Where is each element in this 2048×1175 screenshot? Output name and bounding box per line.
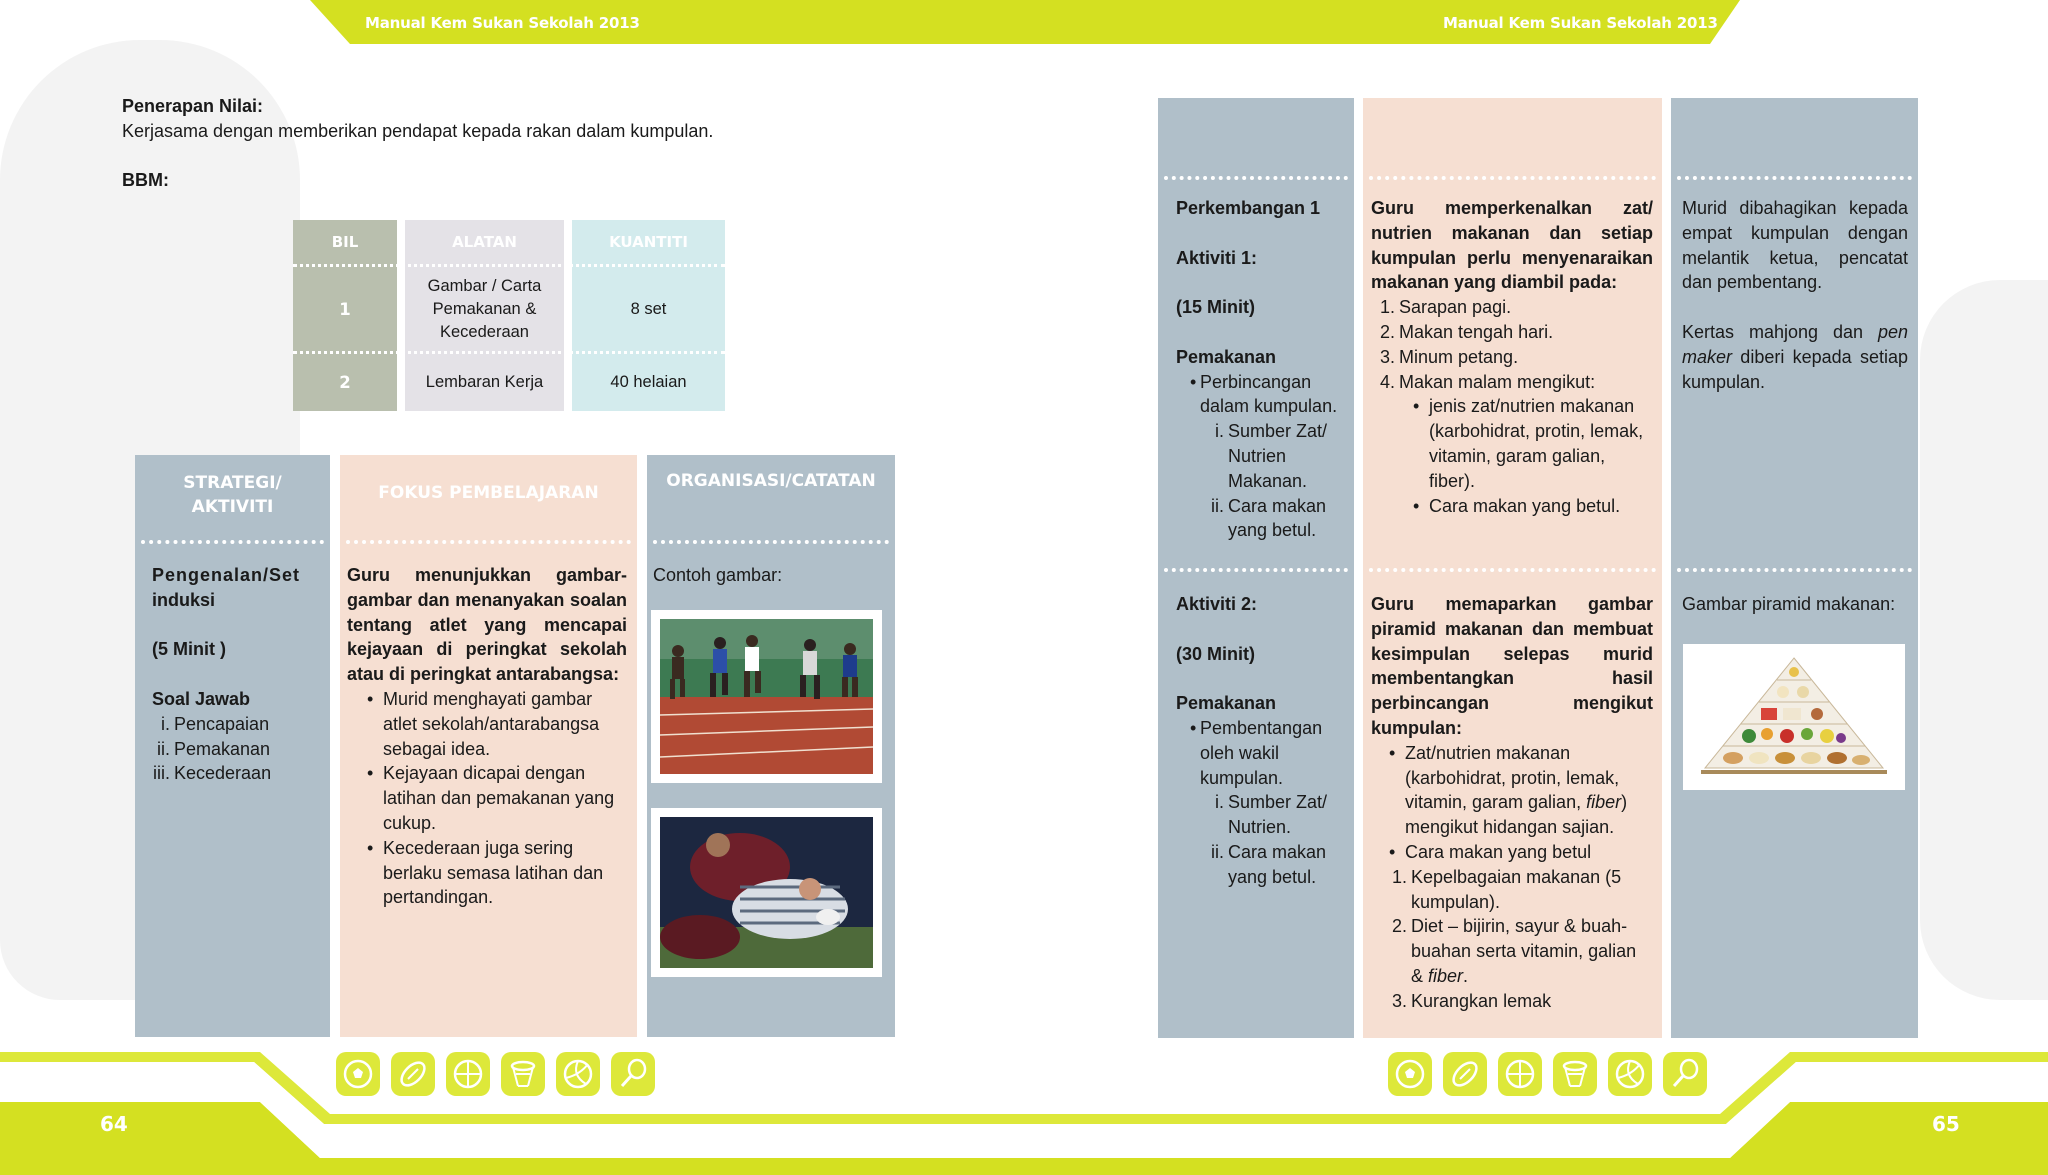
bbm-row2-kuantiti: 40 helaian xyxy=(610,373,687,391)
r2-org-caption: Gambar piramid makanan: xyxy=(1682,594,1896,614)
strategi-item: i. Pencapaian xyxy=(161,713,270,734)
r1-fokus-item: 3. Minum petang. xyxy=(1379,346,1519,367)
bbm-heading: BBM: xyxy=(122,170,169,190)
right-organisasi-divider-2 xyxy=(1677,568,1912,572)
left-header-strategi: STRATEGI/ AKTIVITI xyxy=(183,473,282,517)
r1-time: (15 Minit) xyxy=(1176,297,1255,318)
r1-fokus-item: 1. Sarapan pagi. xyxy=(1379,297,1512,318)
nilai-text: Kerjasama dengan memberikan pendapat kepada rakan dalam kumpulan. xyxy=(122,121,714,141)
page-number-left: 64 xyxy=(100,1112,128,1136)
badminton-racket-icon xyxy=(611,1052,655,1096)
rugby-ball-icon xyxy=(391,1052,435,1096)
strategi-item: ii. Pemakanan xyxy=(157,738,271,759)
bbm-row1-alatan: Gambar / Carta Pemakanan & Kecederaan xyxy=(427,276,542,341)
fokus-bullet: • Murid menghayati gambar atlet sekolah/antarabangsa sebagai idea. xyxy=(363,687,627,761)
r1-fokus-subbullet: • jenis zat/nutrien makanan (karbohidrat, protin, lemak, vitamin, garam galian, fiber). xyxy=(1409,394,1653,493)
rugby-photo xyxy=(651,808,882,977)
r1-fokus-intro: Guru memperkenalkan zat/ nutrien makanan dan setiap kumpulan perlu menyenaraikan makanan yang diambil pada: xyxy=(1371,198,1653,293)
r1-org-para2: Kertas mahjong dan pen maker diberi kepada setiap kumpulan. xyxy=(1682,321,1908,392)
soccer-ball-icon xyxy=(336,1052,380,1096)
basketball-icon xyxy=(1498,1052,1542,1096)
r1-fokus-content xyxy=(1371,196,1653,518)
r1-fokus-subbullet: • Cara makan yang betul. xyxy=(1409,494,1653,519)
netball-hoop-icon xyxy=(1553,1052,1597,1096)
bbm-header-alatan: ALATAN xyxy=(452,232,517,251)
left-fokus-divider xyxy=(346,540,631,544)
fokus-intro: Guru menunjukkan gambar-gambar dan menanyakan soalan tentang atlet yang mencapai kejayaan di peringkat sekolah atau di peringkat antarabangsa: xyxy=(347,565,627,685)
r2-fokus-bullet: • Cara makan yang betul xyxy=(1385,840,1653,865)
r1-topic: Pemakanan xyxy=(1176,346,1277,367)
r1-organisasi-content xyxy=(1682,196,1908,394)
nilai-heading: Penerapan Nilai: xyxy=(122,96,264,116)
r1-fokus-item: 4. Makan malam mengikut: xyxy=(1379,371,1596,392)
r2-fokus-item: 3. Kurangkan lemak xyxy=(1391,990,1552,1011)
strategi-sub: Soal Jawab xyxy=(152,688,251,709)
right-strategi-divider-2 xyxy=(1164,568,1348,572)
organisasi-caption: Contoh gambar: xyxy=(653,565,783,585)
r2-fokus-item: 2. Diet – bijirin, sayur & buah-buahan serta vitamin, galian & fiber. xyxy=(1391,916,1637,986)
header-title-left: Manual Kem Sukan Sekolah 2013 xyxy=(365,14,640,32)
r1-org-para1: Murid dibahagikan kepada empat kumpulan dengan melantik ketua, pencatat dan pembentang. xyxy=(1682,198,1908,293)
basketball-icon xyxy=(446,1052,490,1096)
strategi-time: (5 Minit ) xyxy=(152,639,226,660)
strategi-item: iii. Kecederaan xyxy=(153,763,272,784)
r2-item: ii. Cara makan yang betul. xyxy=(1211,841,1327,887)
r2-item: i. Sumber Zat/ Nutrien. xyxy=(1215,792,1328,838)
r2-strategi-content xyxy=(1176,592,1352,890)
r1-bullet: • Perbincangan dalam kumpulan. xyxy=(1186,370,1352,420)
right-fokus-divider-2 xyxy=(1369,568,1656,572)
volleyball-icon xyxy=(1608,1052,1652,1096)
soccer-ball-icon xyxy=(1388,1052,1432,1096)
page-number-right: 65 xyxy=(1932,1112,1960,1136)
r2-time: (30 Minit) xyxy=(1176,643,1255,664)
left-strategi-divider xyxy=(141,540,324,544)
header-bar xyxy=(0,0,2048,48)
badminton-racket-icon xyxy=(1663,1052,1707,1096)
r1-title: Perkembangan 1 xyxy=(1176,198,1321,218)
header-title-right: Manual Kem Sukan Sekolah 2013 xyxy=(1443,14,1718,32)
left-organisasi-divider xyxy=(653,540,889,544)
bbm-row1-bil: 1 xyxy=(339,299,351,319)
r2-fokus-item: 1. Kepelbagaian makanan (5 kumpulan). xyxy=(1391,866,1622,912)
volleyball-icon xyxy=(556,1052,600,1096)
r2-fokus-intro: Guru memaparkan gambar piramid makanan dan membuat kesimpulan selepas murid membentangkan hasil perbincangan mengikut kumpulan: xyxy=(1371,594,1653,738)
athlete-silhouette-right xyxy=(1920,280,2048,1000)
r2-fokus-content xyxy=(1371,592,1653,1014)
left-header-fokus: FOKUS PEMBELAJARAN xyxy=(378,483,599,503)
fokus-bullet: • Kecederaan juga sering berlaku semasa latihan dan pertandingan. xyxy=(363,836,627,910)
strategi-title-line1: Pengenalan/Set xyxy=(152,565,301,585)
strategi-title-line2: induksi xyxy=(152,589,216,610)
bbm-header-bil: BIL xyxy=(331,232,359,251)
left-strategi-content xyxy=(152,563,322,786)
r1-item: i. Sumber Zat/ Nutrien Makanan. xyxy=(1215,421,1328,491)
right-strategi-divider-1 xyxy=(1164,176,1348,180)
bbm-row2-bil: 2 xyxy=(339,373,351,392)
left-header-organisasi: ORGANISASI/CATATAN xyxy=(666,471,876,491)
right-organisasi-divider-1 xyxy=(1677,176,1912,180)
r1-activity: Aktiviti 1: xyxy=(1176,247,1258,268)
footer-band xyxy=(0,1040,2048,1175)
netball-hoop-icon xyxy=(501,1052,545,1096)
r2-bullet: • Pembentangan oleh wakil kumpulan. xyxy=(1186,716,1352,790)
r2-topic: Pemakanan xyxy=(1176,693,1277,714)
r2-activity: Aktiviti 2: xyxy=(1176,594,1258,614)
athletics-photo xyxy=(651,610,882,783)
r1-strategi-content xyxy=(1176,196,1352,543)
food-pyramid-image xyxy=(1683,644,1905,790)
right-fokus-divider-1 xyxy=(1369,176,1656,180)
r1-fokus-item: 2. Makan tengah hari. xyxy=(1379,321,1554,342)
bbm-row2-alatan: Lembaran Kerja xyxy=(425,373,544,391)
bbm-row1-kuantiti: 8 set xyxy=(630,299,667,318)
r2-fokus-bullet: • Zat/nutrien makanan (karbohidrat, protin, lemak, vitamin, garam galian, fiber) mengikut hidangan sajian. xyxy=(1385,741,1653,840)
bbm-header-kuantiti: KUANTITI xyxy=(609,232,688,251)
rugby-ball-icon xyxy=(1443,1052,1487,1096)
fokus-bullet: • Kejayaan dicapai dengan latihan dan pemakanan yang cukup. xyxy=(363,761,627,835)
left-fokus-content xyxy=(347,563,627,910)
r1-item: ii. Cara makan yang betul. xyxy=(1211,495,1327,541)
